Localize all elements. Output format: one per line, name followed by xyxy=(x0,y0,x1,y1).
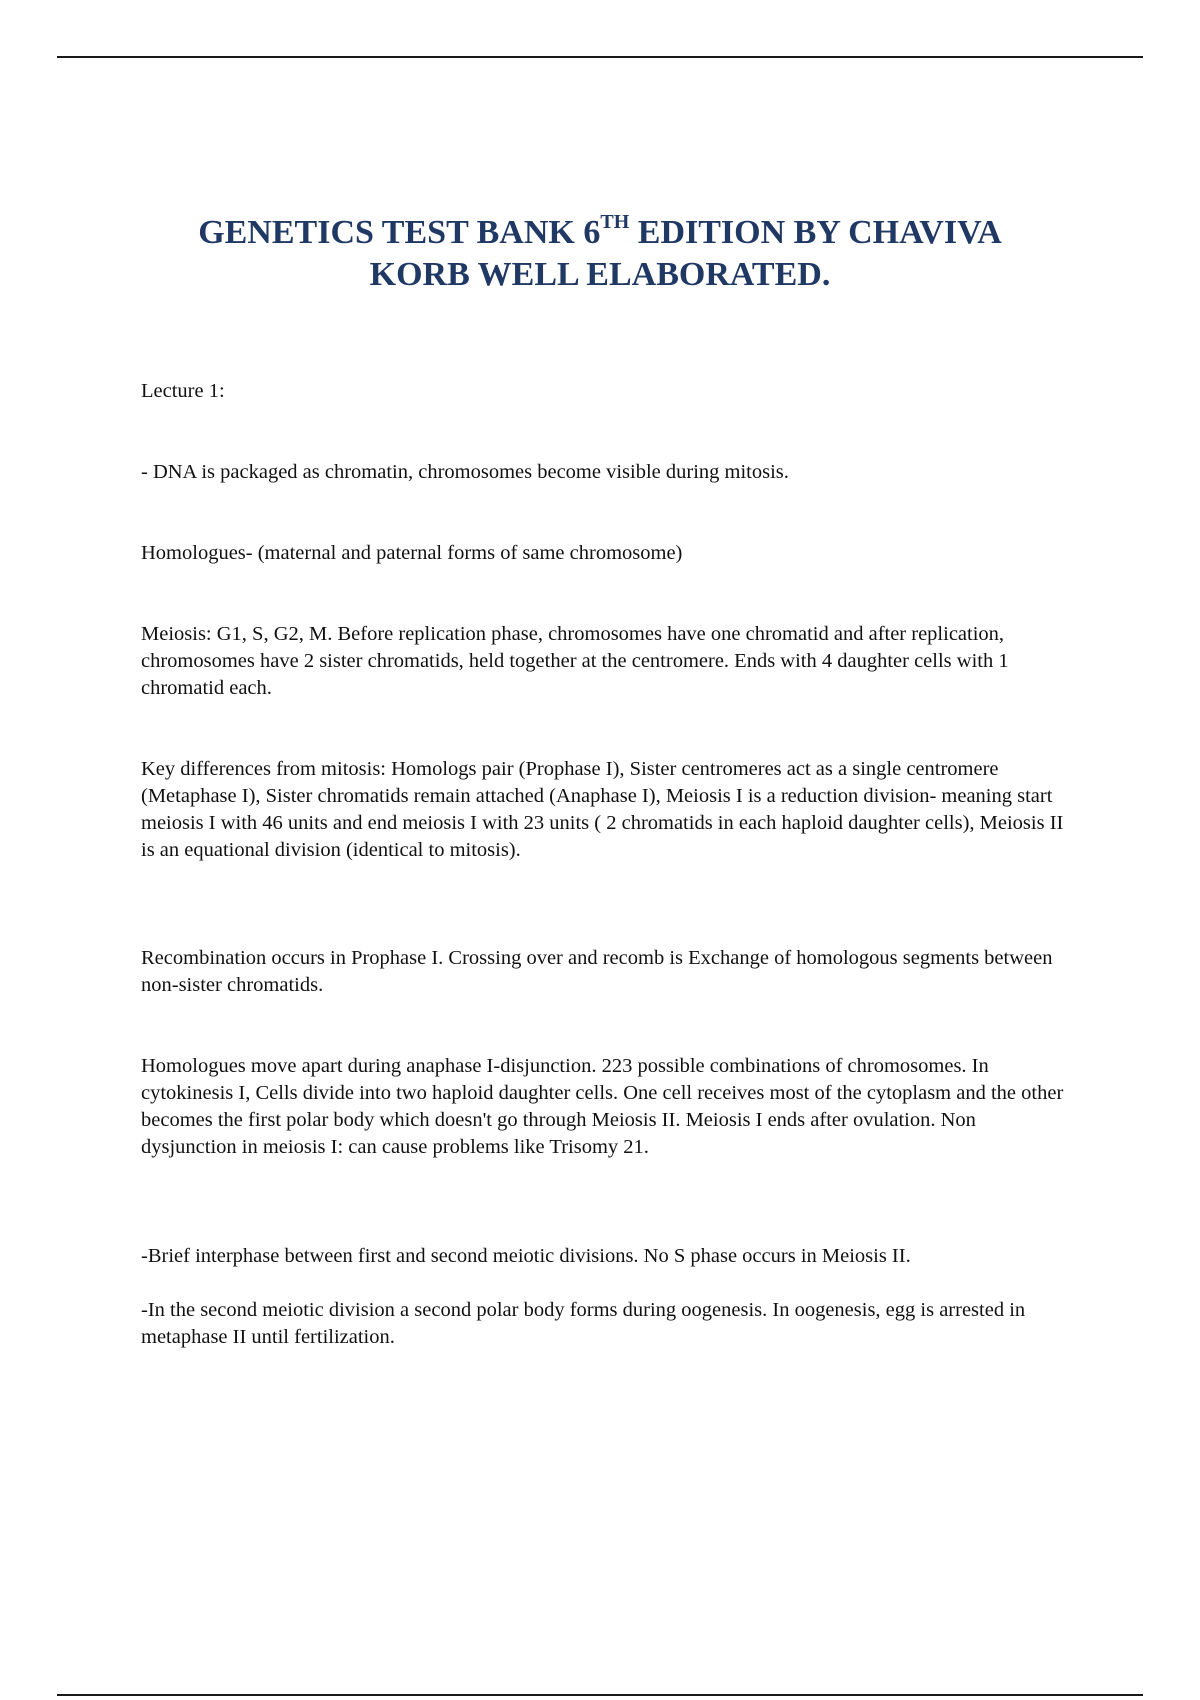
lecture-heading: Lecture 1: xyxy=(141,380,225,402)
paragraph-interphase: -Brief interphase between first and second meiotic divisions. No S phase occurs in Meiosis II. xyxy=(141,1245,911,1267)
document-title xyxy=(100,212,1100,296)
paragraph-polar-body: -In the second meiotic division a second polar body forms during oogenesis. In oogenesis, egg is arrested in metaphase II until fertilization. xyxy=(141,1299,1026,1348)
top-rule xyxy=(57,56,1143,58)
paragraph-meiosis: Meiosis: G1, S, G2, M. Before replication phase, chromosomes have one chromatid and after replication, chromosomes have 2 sister chromatids, held together at the centromere. Ends with 4 daughter cells with 1 chromatid each. xyxy=(141,623,1009,699)
title-superscript: TH xyxy=(600,211,630,233)
paragraph-recombination: Recombination occurs in Prophase I. Crossing over and recomb is Exchange of homologous segments between non-sister chromatids. xyxy=(141,947,1053,996)
paragraph-homologues: Homologues- (maternal and paternal forms of same chromosome) xyxy=(141,542,683,564)
bottom-rule xyxy=(57,1694,1143,1696)
paragraph-key-differences: Key differences from mitosis: Homologs pair (Prophase I), Sister centromeres act as a single centromere (Metaphase I), Sister chromatids remain attached (Anaphase I), Meiosis I is a reduction division- meaning start meiosis I with 46 units and end meiosis I with 23 units ( 2 chromatids in each haploid daughter cells), Meiosis II is an equational division (identical to mitosis). xyxy=(141,758,1064,861)
paragraph-dna: - DNA is packaged as chromatin, chromosomes become visible during mitosis. xyxy=(141,461,789,483)
title-line2: KORB WELL ELABORATED. xyxy=(369,256,831,293)
title-part2: EDITION BY CHAVIVA xyxy=(629,214,1002,251)
title-part1: GENETICS TEST BANK 6 xyxy=(198,214,601,251)
paragraph-disjunction: Homologues move apart during anaphase I-disjunction. 223 possible combinations of chromosomes. In cytokinesis I, Cells divide into two haploid daughter cells. One cell receives most of the cytoplasm and the other becomes the first polar body which doesn't go through Meiosis II. Meiosis I ends after ovulation. Non dysjunction in meiosis I: can cause problems like Trisomy 21. xyxy=(141,1055,1064,1158)
